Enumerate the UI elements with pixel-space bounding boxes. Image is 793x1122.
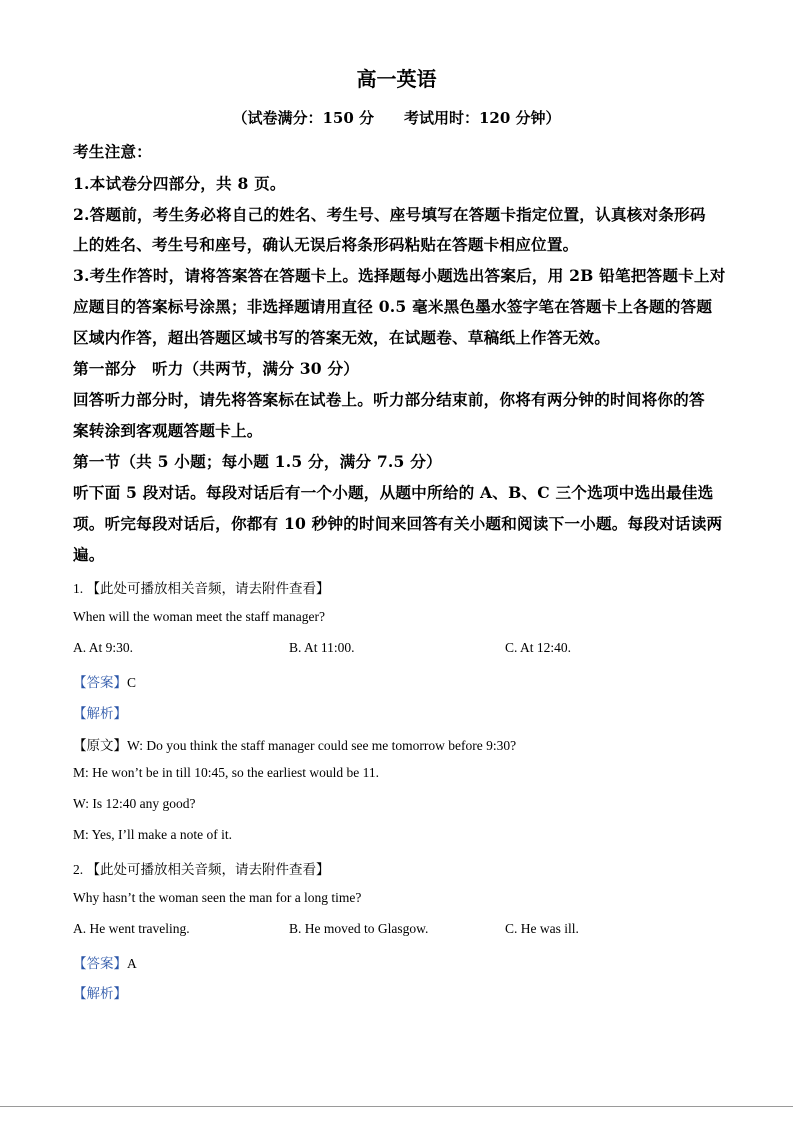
notes-item-3-line-2: 应题目的答案标号涂黑；非选择题请用直径 0.5 毫米黑色墨水签字笔在答题卡上各题的答题 — [73, 297, 713, 316]
q1-answer — [73, 671, 136, 691]
q2-answer — [73, 952, 137, 972]
exam-info: （试卷满分：150 分 考试用时：120 分钟） — [232, 109, 561, 127]
q2-option-c: C. He was ill. — [505, 921, 579, 936]
q2-analysis-tag: 【解析】 — [73, 986, 127, 1001]
transcript-tag: 【原文】 — [73, 738, 127, 753]
answer-tag: 【答案】 — [73, 956, 127, 971]
answer-value: C — [127, 675, 137, 690]
notes-heading: 考生注意： — [73, 142, 152, 161]
answer-value: A — [127, 956, 137, 971]
q1-option-c: C. At 12:40. — [505, 640, 572, 655]
q2-question: Why hasn’t the woman seen the man for a long time? — [73, 890, 362, 905]
q1-option-b: B. At 11:00. — [289, 640, 355, 655]
part1-heading: 第一部分 听力（共两节，满分 30 分） — [73, 359, 360, 378]
section1-heading: 第一节（共 5 小题；每小题 1.5 分，满分 7.5 分） — [73, 452, 442, 471]
q1-transcript-line-2: M: He won’t be in till 10:45, so the earliest would be 11. — [73, 765, 379, 780]
notes-item-2-line-2: 上的姓名、考生号和座号，确认无误后将条形码粘贴在答题卡相应位置。 — [73, 235, 579, 254]
transcript-text: W: Do you think the staff manager could see me tomorrow before 9:30? — [127, 738, 517, 753]
q1-transcript-line-4: M: Yes, I’ll make a note of it. — [73, 827, 232, 842]
section1-line-1: 听下面 5 段对话。每段对话后有一个小题，从题中所给的 A、B、C 三个选项中选出最佳选 — [73, 483, 714, 502]
answer-tag: 【答案】 — [73, 675, 127, 690]
notes-item-1: 1.本试卷分四部分，共 8 页。 — [73, 174, 286, 193]
notes-item-2-line-1: 2.答题前，考生务必将自己的姓名、考生号、座号填写在答题卡指定位置，认真核对条形码 — [73, 205, 706, 224]
q1-transcript-line-3: W: Is 12:40 any good? — [73, 796, 196, 811]
page-bottom-rule — [0, 1106, 793, 1107]
q1-audio-prompt: 1. 【此处可播放相关音频，请去附件查看】 — [73, 581, 330, 596]
q2-option-b: B. He moved to Glasgow. — [289, 921, 429, 936]
section1-line-2: 项。听完每段对话后，你都有 10 秒钟的时间来回答有关小题和阅读下一小题。每段对话读两 — [73, 514, 723, 533]
part1-intro-line-1: 回答听力部分时，请先将答案标在试卷上。听力部分结束前，你将有两分钟的时间将你的答 — [73, 390, 705, 409]
notes-item-3-line-1: 3.考生作答时，请将答案答在答题卡上。选择题每小题选出答案后，用 2B 铅笔把答题卡上对 — [73, 266, 726, 285]
q1-transcript-line-1 — [73, 734, 516, 754]
section1-line-3: 遍。 — [73, 545, 105, 564]
part1-intro-line-2: 案转涂到客观题答题卡上。 — [73, 421, 263, 440]
q2-option-a: A. He went traveling. — [73, 921, 190, 936]
q1-option-a: A. At 9:30. — [73, 640, 134, 655]
q1-analysis-tag: 【解析】 — [73, 706, 127, 721]
page-title: 高一英语 — [356, 67, 437, 91]
notes-item-3-line-3: 区域内作答，超出答题区域书写的答案无效，在试题卷、草稿纸上作答无效。 — [73, 328, 610, 347]
q1-question: When will the woman meet the staff manager? — [73, 609, 326, 624]
q2-audio-prompt: 2. 【此处可播放相关音频，请去附件查看】 — [73, 862, 330, 877]
